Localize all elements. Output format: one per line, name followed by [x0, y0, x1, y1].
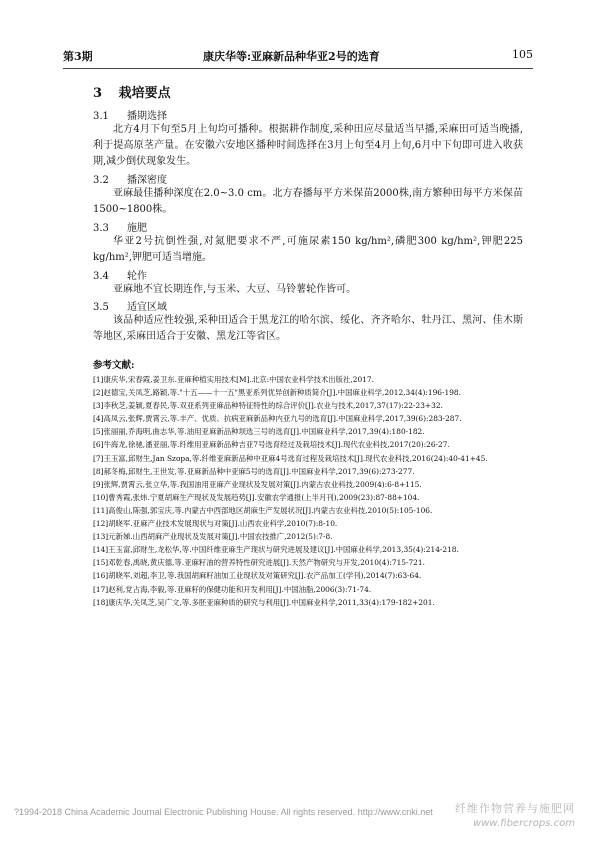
reference-item: [12]胡晓军.亚麻产业技术发展现状与对策[J].山西农业科学,2010(7):8-10.	[93, 519, 338, 529]
reference-item: [11]高俊山,陈强,郭宝庆,等.内蒙古中西部地区胡麻生产发展状况[J].内蒙古农业科技,2010(5):105-106.	[93, 505, 433, 515]
reference-item: [9]张辉,贾霄云,张立华,等.我国油用亚麻产业现状及发展对策[J].内蒙古农业科技,2009(4):6-8+115.	[93, 479, 422, 489]
subsection-number: 3.3	[93, 223, 109, 234]
reference-item: [5]张丽丽,乔海明,曲志华,等.油用亚麻新品种坝选三号的选育[J].中国麻业科学,2017,39(4):180-182.	[93, 427, 425, 437]
reference-item: [18]康庆华,关凤芝,吴广文,等.多胚亚麻种质的研究与利用[J].中国麻业科学,2011,33(4):179-182+201.	[93, 597, 435, 607]
references-title: 参考文献:	[93, 360, 135, 371]
subsection-number: 3.4	[93, 271, 109, 282]
paragraph-3-3: 华亚2号抗倒性强,对氮肥要求不严,可施尿素150 kg/hm²,磷肥300 kg/hm²,钾肥225 kg/hm²,钾肥可适当增施。	[93, 236, 523, 263]
subsection-heading-3-4	[93, 267, 147, 282]
subsection-title: 适宜区域	[127, 302, 167, 313]
reference-item: [8]郝冬梅,邱财生,王世发,等.亚麻新品种中亚麻5号的选育[J].中国麻业科学,2017,39(6):273-277.	[93, 466, 415, 476]
reference-item: [13]元新娣.山西胡麻产业现状及发展对策[J].中国农技推广,2012(5):7-8.	[93, 532, 333, 542]
subsection-title: 轮作	[127, 271, 147, 282]
section-title: 栽培要点	[118, 86, 171, 101]
reference-item: [6]牛海龙,徐驰,潘亚丽,等.纤维用亚麻新品种吉亚7号选育经过及栽培技术[J].现代农业科技,2017(20):26-27.	[93, 440, 450, 450]
paragraph-3-4: 亚麻地不宜长期连作,与玉米、大豆、马铃薯轮作皆可。	[113, 284, 357, 295]
subsection-title: 播期选择	[127, 111, 167, 122]
section-number: 3	[93, 86, 103, 101]
paragraph-3-5: 该品种适应性较强,采种田适合于黑龙江的哈尔滨、绥化、齐齐哈尔、牡丹江、黑河、佳木斯等地区,采麻田适合于安徽、黑龙江等省区。	[93, 315, 523, 342]
subsection-title: 播深密度	[127, 175, 167, 186]
subsection-number: 3.5	[93, 302, 109, 313]
subsection-heading-3-2	[93, 171, 167, 186]
paragraph-3-1: 北方4月下旬至5月上旬均可播种。根据耕作制度,采种田应尽量适当早播,采麻田可适当晚播,利于提高原茎产量。在安徽六安地区播种时间选择在3月上旬至4月上旬,6月中下旬即可进入收获期,减少倒伏现象发生。	[93, 124, 523, 167]
subsection-number: 3.2	[93, 175, 109, 186]
running-header	[63, 44, 533, 69]
reference-item: [14]王玉富,邱财生,龙松华,等.中国纤维亚麻生产现状与研究进展及建议[J].中国麻业科学,2013,35(4):214-218.	[93, 545, 459, 555]
issue-label: 第3期	[63, 50, 93, 63]
reference-list	[93, 373, 523, 609]
page-number: 105	[512, 48, 533, 61]
running-title: 康庆华等:亚麻新品种华亚2号的选育	[203, 50, 380, 63]
watermark-url: www.fibercrops.com	[473, 818, 575, 829]
section-heading	[93, 82, 171, 101]
reference-item: [10]曹秀霞,张炜.宁夏胡麻生产现状及发展趋势[J].安徽农学通报(上半月刊),2009(23):87-88+104.	[93, 492, 420, 502]
subsection-title: 施肥	[127, 223, 147, 234]
reference-item: [3]李秋芝,姜颖,夏春民,等.双亚系列亚麻品种特征特性的综合评价[J].农业与技术,2017,37(17):22-23+32.	[93, 401, 443, 411]
reference-item: [7]王玉富,邱财生,Jan Szopa,等.纤维亚麻新品种中亚麻4号选育过程及栽培技术[J].现代农业科技,2016(24):40-41+45.	[93, 453, 488, 463]
subsection-heading-3-3	[93, 219, 147, 234]
reference-item: [4]高凤云,张辉,贾霄云,等.丰产、优质、抗病亚麻新品种内亚九号的选育[J].中国麻业科学,2017,39(6):283-287.	[93, 414, 462, 424]
reference-item: [15]邓乾春,禹晓,黄庆德,等.亚麻籽油的营养特性研究进展[J].天然产物研究与开发,2010(4):715-721.	[93, 558, 425, 568]
reference-item: [2]赵德宝,关凤芝,路颖,等."十五——十一五"黑亚系列优异创新种质简介[J].中国麻业科学,2012,34(4):196-198.	[93, 388, 461, 398]
site-watermark	[455, 800, 575, 829]
reference-item: [17]赵利,党占海,李毅,等.亚麻籽的保健功能和开发利用[J].中国油脂,2006(3):71-74.	[93, 584, 372, 594]
watermark-chinese: 纤维作物营养与施肥网	[455, 802, 575, 815]
paragraph-3-2: 亚麻最佳播种深度在2.0~3.0 cm。北方春播每平方米保苗2000株,南方繁种田每平方米保苗1500~1800株。	[93, 188, 523, 215]
copyright-footer: ?1994-2018 China Academic Journal Electronic Publishing House. All rights reserved. http://www.cnki.net	[14, 807, 433, 817]
reference-item: [1]康庆华,宋春霞,姜卫东.亚麻种植实用技术[M].北京:中国农业科学技术出版社,2017.	[93, 375, 374, 384]
subsection-heading-3-5	[93, 298, 167, 313]
subsection-heading-3-1	[93, 107, 167, 122]
subsection-number: 3.1	[93, 111, 109, 122]
reference-item: [16]胡晓军,刘超,李卫,等.我国胡麻籽油加工业现状及对策研究[J].农产品加工(学刊),2014(7):63-64.	[93, 571, 422, 581]
